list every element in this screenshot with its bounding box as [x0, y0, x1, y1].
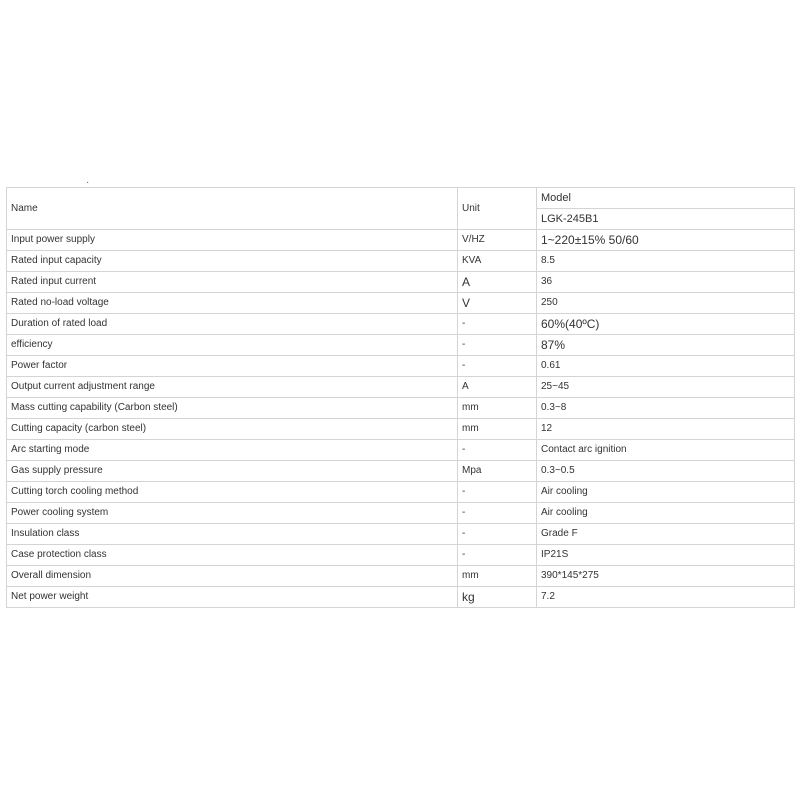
row-unit: -	[458, 335, 537, 356]
row-name: Case protection class	[7, 545, 458, 566]
row-name: Cutting torch cooling method	[7, 482, 458, 503]
table-row	[7, 587, 795, 608]
table-row	[7, 440, 795, 461]
row-name: Insulation class	[7, 524, 458, 545]
row-name: Cutting capacity (carbon steel)	[7, 419, 458, 440]
row-name: Gas supply pressure	[7, 461, 458, 482]
table-row	[7, 314, 795, 335]
row-value: 0.61	[537, 356, 795, 377]
table-row	[7, 293, 795, 314]
table-row	[7, 524, 795, 545]
row-value: 390*145*275	[537, 566, 795, 587]
row-name: Duration of rated load	[7, 314, 458, 335]
row-value: 36	[537, 272, 795, 293]
row-value: Contact arc ignition	[537, 440, 795, 461]
row-name: Rated no-load voltage	[7, 293, 458, 314]
table-row	[7, 461, 795, 482]
row-unit: kg	[458, 587, 537, 608]
row-unit: KVA	[458, 251, 537, 272]
table-row	[7, 251, 795, 272]
row-value: Air cooling	[537, 503, 795, 524]
row-value: 250	[537, 293, 795, 314]
row-value: 8.5	[537, 251, 795, 272]
row-unit: A	[458, 272, 537, 293]
row-unit: Mpa	[458, 461, 537, 482]
table-row	[7, 377, 795, 398]
row-value: 25~45	[537, 377, 795, 398]
row-value: 1~220±15% 50/60	[537, 230, 795, 251]
table-row	[7, 545, 795, 566]
header-model: Model	[537, 188, 795, 209]
row-name: Rated input current	[7, 272, 458, 293]
table-row	[7, 356, 795, 377]
row-unit: -	[458, 440, 537, 461]
header-unit: Unit	[458, 188, 537, 230]
row-value: Grade F	[537, 524, 795, 545]
row-value: 12	[537, 419, 795, 440]
row-unit: mm	[458, 419, 537, 440]
row-value: 60%(40ºC)	[537, 314, 795, 335]
table-row	[7, 230, 795, 251]
row-value: 0.3~8	[537, 398, 795, 419]
header-name: Name	[7, 188, 458, 230]
row-name: Net power weight	[7, 587, 458, 608]
row-name: efficiency	[7, 335, 458, 356]
row-name: Rated input capacity	[7, 251, 458, 272]
row-value: 7.2	[537, 587, 795, 608]
row-unit: mm	[458, 398, 537, 419]
row-unit: -	[458, 524, 537, 545]
row-unit: A	[458, 377, 537, 398]
row-name: Power factor	[7, 356, 458, 377]
model-value: LGK-245B1	[537, 209, 795, 230]
row-value: 87%	[537, 335, 795, 356]
row-unit: -	[458, 503, 537, 524]
stray-dot: ·	[86, 177, 90, 188]
row-unit: -	[458, 356, 537, 377]
table-row	[7, 566, 795, 587]
table-row	[7, 272, 795, 293]
table-row	[7, 335, 795, 356]
row-unit: V	[458, 293, 537, 314]
row-name: Overall dimension	[7, 566, 458, 587]
row-unit: -	[458, 314, 537, 335]
table-row	[7, 482, 795, 503]
row-name: Power cooling system	[7, 503, 458, 524]
row-unit: V/HZ	[458, 230, 537, 251]
row-unit: -	[458, 545, 537, 566]
row-name: Input power supply	[7, 230, 458, 251]
row-unit: mm	[458, 566, 537, 587]
header-row-model	[7, 188, 795, 209]
row-value: IP21S	[537, 545, 795, 566]
row-name: Arc starting mode	[7, 440, 458, 461]
table-row	[7, 503, 795, 524]
row-unit: -	[458, 482, 537, 503]
row-value: Air cooling	[537, 482, 795, 503]
row-name: Mass cutting capability (Carbon steel)	[7, 398, 458, 419]
specification-table	[6, 187, 795, 608]
table-row	[7, 419, 795, 440]
row-value: 0.3~0.5	[537, 461, 795, 482]
row-name: Output current adjustment range	[7, 377, 458, 398]
table-row	[7, 398, 795, 419]
